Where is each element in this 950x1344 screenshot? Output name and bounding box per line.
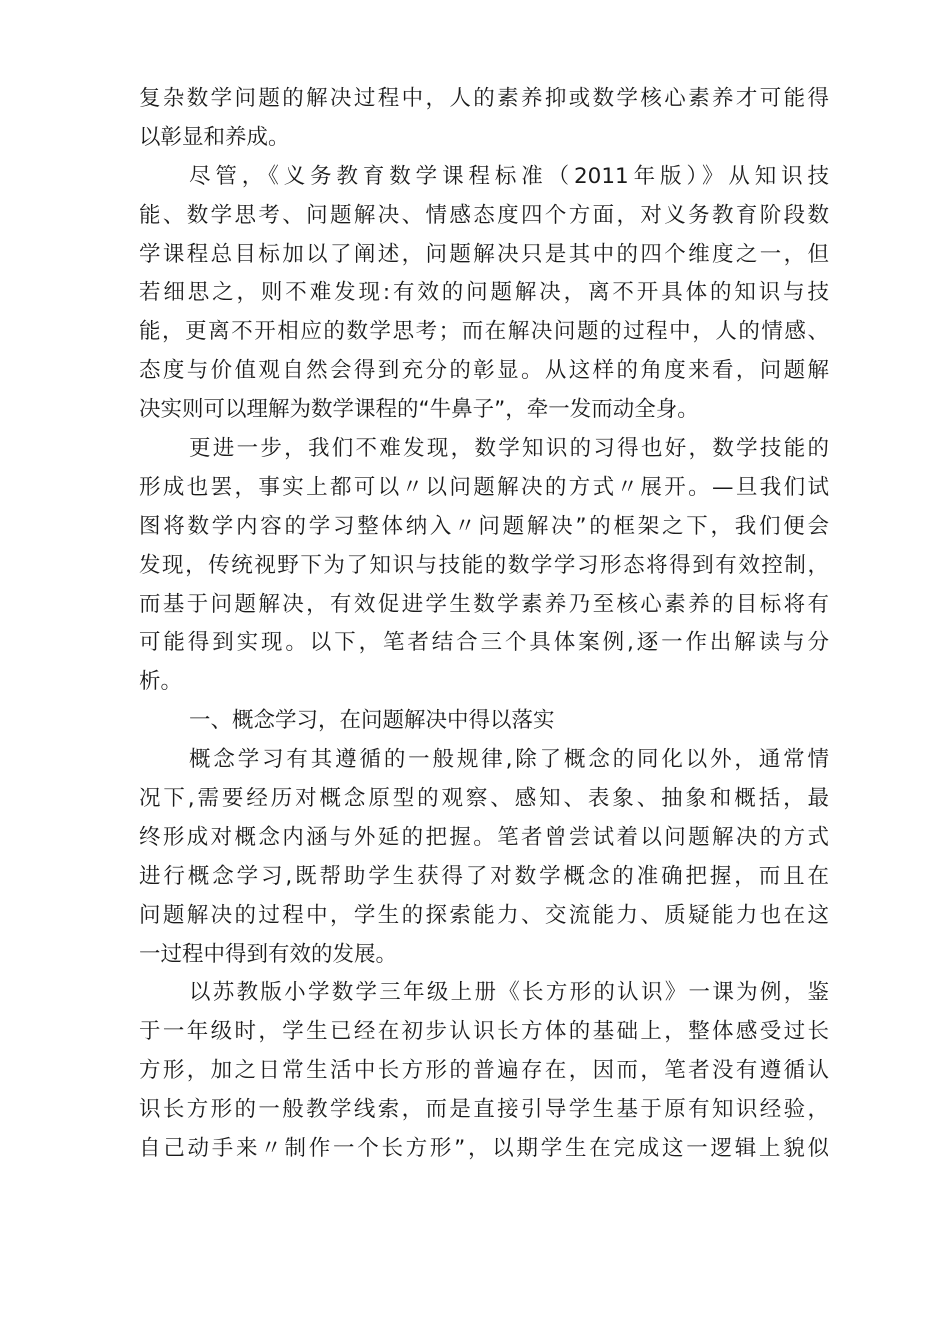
text-line: 析。: [139, 669, 183, 695]
text-line: 决实则可以理解为数学课程的“牛鼻子”，牵一发而动全身。: [139, 397, 699, 423]
text-line: 进行概念学习,既帮助学生获得了对数学概念的准确把握，而且在: [139, 863, 829, 889]
text-line: 自己动手来〃制作一个长方形”，以期学生在完成这一逻辑上貌似: [139, 1136, 829, 1162]
text-line: 以苏教版小学数学三年级上册《长方形的认识》一课为例，鉴: [189, 980, 829, 1006]
text-line: 态度与价值观自然会得到充分的彰显。从这样的角度来看，问题解: [139, 358, 829, 384]
text-line: 而基于问题解决，有效促进学生数学素养乃至核心素养的目标将有: [139, 591, 829, 617]
text-line: 学课程总目标加以了阐述，问题解决只是其中的四个维度之一，但: [139, 241, 829, 267]
text-line: 问题解决的过程中，学生的探索能力、交流能力、质疑能力也在这: [139, 902, 829, 928]
text-line: 复杂数学问题的解决过程中，人的素养抑或数学核心素养才可能得: [139, 86, 829, 111]
text-line: 尽管，《义务教育数学课程标准（2011年版）》从知识技: [189, 163, 829, 189]
text-line: 形成也罢，事实上都可以〃以问题解决的方式〃展开。—旦我们试: [139, 474, 829, 500]
text-line: 终形成对概念内涵与外延的把握。笔者曾尝试着以问题解决的方式: [139, 824, 829, 850]
document-body: [139, 80, 829, 1169]
text-line: 可能得到实现。以下，笔者结合三个具体案例,逐一作出解读与分: [139, 630, 829, 656]
text-line: 一、概念学习，在问题解决中得以落实: [189, 708, 555, 734]
text-line: 发现，传统视野下为了知识与技能的数学学习形态将得到有效控制，: [139, 552, 829, 578]
text-line: 方形，加之日常生活中长方形的普遍存在，因而，笔者没有遵循认: [139, 1058, 829, 1084]
text-line: 于一年级时，学生已经在初步认识长方体的基础上，整体感受过长: [139, 1019, 829, 1045]
text-line: 能，更离不开相应的数学思考；而在解决问题的过程中，人的情感、: [139, 319, 829, 345]
text-line: 况下,需要经历对概念原型的观察、感知、表象、抽象和概括，最: [139, 786, 829, 812]
text-line: 一过程中得到有效的发展。: [139, 941, 398, 967]
text-line: 以彰显和养成。: [139, 124, 290, 150]
text-line: 概念学习有其遵循的一般规律,除了概念的同化以外，通常情: [189, 747, 829, 773]
text-line: 能、数学思考、问题解决、情感态度四个方面，对义务教育阶段数: [139, 202, 829, 228]
text-line: 图将数学内容的学习整体纳入〃问题解决”的框架之下，我们便会: [139, 513, 829, 539]
text-line: 更进一步，我们不难发现，数学知识的习得也好，数学技能的: [189, 436, 829, 462]
text-line: 若细思之，则不难发现:有效的问题解决，离不开具体的知识与技: [139, 280, 829, 306]
text-line: 识长方形的一般教学线索，而是直接引导学生基于原有知识经验，: [139, 1097, 829, 1123]
